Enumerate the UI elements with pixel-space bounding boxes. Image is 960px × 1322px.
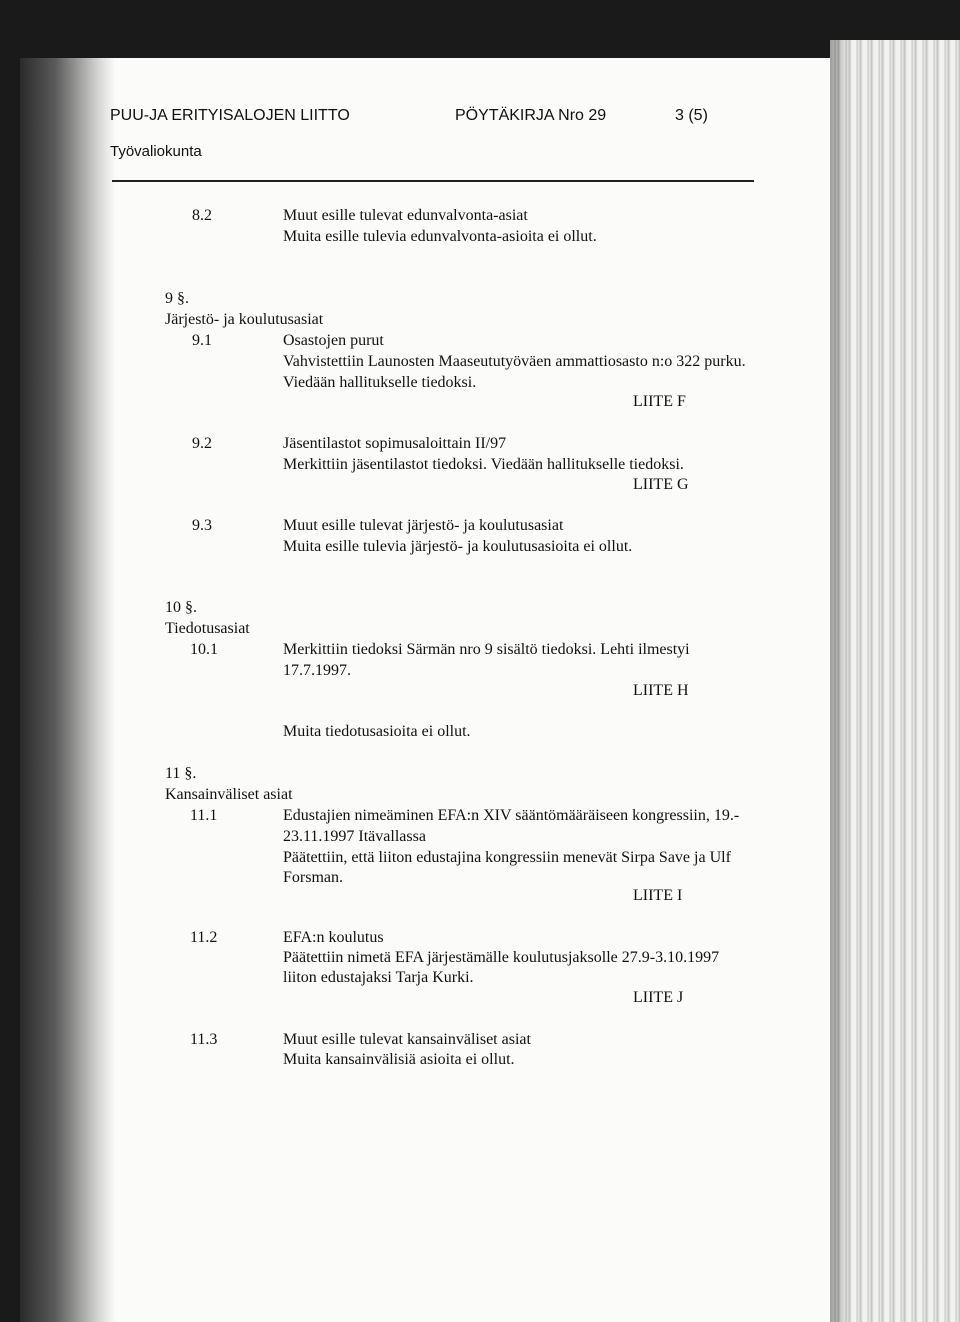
section-11-3-title: Muut esille tulevat kansainväliset asiat: [283, 1031, 531, 1048]
section-11-2-line1: Päätettiin nimetä EFA järjestämälle koulutusjaksolle 27.9-3.10.1997: [283, 949, 720, 966]
paragraph-9-label: 9 §.: [165, 290, 189, 307]
section-9-1-title: Osastojen purut: [283, 332, 384, 349]
header-organization: PUU-JA ERITYISALOJEN LIITTO: [110, 107, 350, 124]
section-10-1-line1: Merkittiin tiedoksi Särmän nro 9 sisältö tiedoksi. Lehti ilmestyi: [283, 641, 690, 658]
document-page: [20, 58, 855, 1322]
section-11-1-line4: Forsman.: [283, 869, 343, 886]
paragraph-11-heading: Kansainväliset asiat: [165, 786, 293, 803]
section-11-1-line1: Edustajien nimeäminen EFA:n XIV sääntömääräiseen kongressiin, 19.-: [283, 807, 740, 824]
section-9-1-line1: Vahvistettiin Launosten Maaseututyöväen ammattiosasto n:o 322 purku.: [283, 353, 746, 370]
section-11-2-liite: LIITE J: [633, 989, 684, 1006]
section-9-1-number: 9.1: [192, 332, 212, 349]
section-11-2-line2: liiton edustajaksi Tarja Kurki.: [283, 969, 474, 986]
section-8-2-title: Muut esille tulevat edunvalvonta-asiat: [283, 207, 528, 224]
paragraph-10-heading: Tiedotusasiat: [165, 620, 250, 637]
section-11-3-number: 11.3: [190, 1031, 218, 1048]
section-9-2-liite: LIITE G: [633, 476, 689, 493]
section-10-1-line2: 17.7.1997.: [283, 662, 351, 679]
section-11-3-line1: Muita kansainvälisiä asioita ei ollut.: [283, 1051, 515, 1068]
section-9-1-line2: Viedään hallitukselle tiedoksi.: [283, 374, 477, 391]
section-9-2-title: Jäsentilastot sopimusaloittain II/97: [283, 435, 507, 452]
section-9-3-number: 9.3: [192, 517, 212, 534]
section-11-1-line2: 23.11.1997 Itävallassa: [283, 828, 426, 845]
section-10-1-liite: LIITE H: [633, 682, 689, 699]
section-9-3-title: Muut esille tulevat järjestö- ja koulutusasiat: [283, 517, 564, 534]
section-9-2-line1: Merkittiin jäsentilastot tiedoksi. Viedään hallitukselle tiedoksi.: [283, 456, 684, 473]
section-8-2-text: Muita esille tulevia edunvalvonta-asioita ei ollut.: [283, 228, 597, 245]
header-department: Työvaliokunta: [110, 143, 202, 160]
section-11-1-liite: LIITE I: [633, 887, 683, 904]
page-binding-shadow: [20, 58, 115, 1322]
paragraph-9-heading: Järjestö- ja koulutusasiat: [165, 311, 324, 328]
section-11-2-number: 11.2: [190, 929, 218, 946]
header-document-number: PÖYTÄKIRJA Nro 29: [455, 107, 607, 124]
section-11-2-title: EFA:n koulutus: [283, 929, 384, 946]
paragraph-10-label: 10 §.: [165, 599, 197, 616]
page-stack-shadow: [830, 40, 850, 1322]
section-9-1-liite: LIITE F: [633, 393, 686, 410]
section-9-2-number: 9.2: [192, 435, 212, 452]
section-11-1-number: 11.1: [190, 807, 218, 824]
paragraph-11-label: 11 §.: [165, 765, 197, 782]
section-9-3-line1: Muita esille tulevia järjestö- ja koulutusasioita ei ollut.: [283, 538, 633, 555]
section-10-1-line3: Muita tiedotusasioita ei ollut.: [283, 723, 471, 740]
header-page-number: 3 (5): [675, 107, 708, 124]
section-11-1-line3: Päätettiin, että liiton edustajina kongressiin menevät Sirpa Save ja Ulf: [283, 849, 731, 866]
section-8-2-number: 8.2: [192, 207, 212, 224]
section-10-1-number: 10.1: [190, 641, 218, 658]
header-divider: [112, 180, 754, 182]
